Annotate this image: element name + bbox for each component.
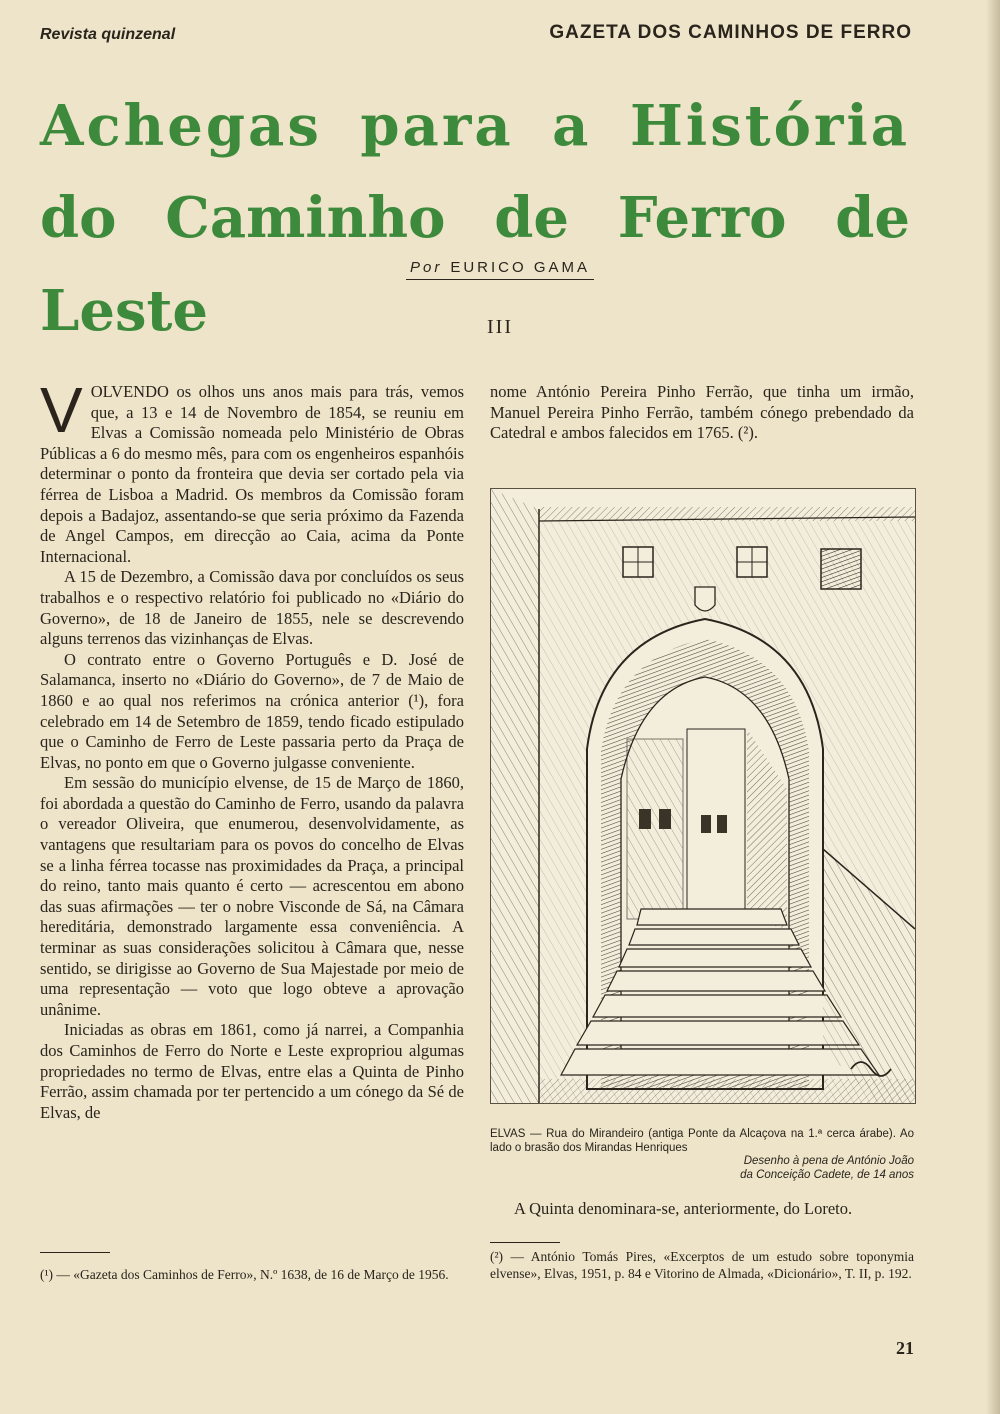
byline-author: EURICO GAMA bbox=[450, 259, 591, 276]
drop-cap: V bbox=[40, 374, 83, 446]
byline bbox=[0, 259, 1000, 280]
caption-credit-2: da Conceição Cadete, de 14 anos bbox=[740, 1168, 914, 1181]
drawing-elvas-street-arch bbox=[491, 489, 915, 1103]
illustration-caption bbox=[490, 1128, 914, 1182]
footnote-rule-left bbox=[40, 1252, 110, 1253]
page-number: 21 bbox=[896, 1338, 914, 1358]
paragraph-5: Iniciadas as obras em 1861, como já narrei, a Companhia dos Caminhos de Ferro do Norte e Leste expropriou algumas propriedades no termo de Elvas, entre elas a Quinta de Pinho Ferrão, assim chamada por ter pertencido a um cónego da Sé de Elvas, de bbox=[40, 1020, 464, 1122]
paragraph-2: A 15 de Dezembro, a Comissão dava por concluídos os seus trabalhos e o respectivo relatório foi publicado no «Diário do Governo», de 18 de Janeiro de 1855, nele se descrevendo alguns terrenos das vizinhanças de Elvas. bbox=[40, 567, 464, 649]
title-line-2: do Caminho de Ferro de Leste bbox=[40, 185, 910, 344]
caption-credit-1: Desenho à pena de António João bbox=[743, 1155, 914, 1167]
byline-prefix: Por bbox=[409, 259, 443, 276]
part-number: III bbox=[487, 316, 513, 338]
page-edge-shadow bbox=[986, 0, 1000, 1414]
footnote-rule-right bbox=[490, 1242, 560, 1243]
caption-text: ELVAS — Rua do Mirandeiro (antiga Ponte da Alcaçova na 1.ª cerca árabe). Ao lado o brasão dos Mirandas Henriques bbox=[490, 1128, 914, 1154]
right-column-lower-text bbox=[490, 1198, 914, 1219]
paragraph-6: nome António Pereira Pinho Ferrão, que tinha um irmão, Manuel Pereira Pinho Ferrão, também cónego prebendado da Catedral e ambos falecidos em 1765. (²). bbox=[490, 382, 914, 443]
paragraph-3: O contrato entre o Governo Português e D. José de Salamanca, inserto no «Diário do Governo», de 7 de Maio de 1860 e ao qual nos referimos na crónica anterior (¹), fora celebrado em 14 de Setembro de 1859, tendo ficado estipulado que o Caminho de Ferro de Leste passaria perto da Praça de Elvas, no ponto em que o Governo julgasse conveniente. bbox=[40, 649, 464, 772]
left-column bbox=[40, 374, 464, 1123]
title-line-1: Achegas para a História bbox=[40, 93, 910, 159]
footnote-2: (²) — António Tomás Pires, «Excerptos de um estudo sobre toponymia elvense», Elvas, 1951, p. 84 e Vitorino de Almada, «Dicionário», T. II, p. 192. bbox=[490, 1249, 914, 1281]
paragraph-4: Em sessão do município elvense, de 15 de Março de 1860, foi abordada a questão do Caminho de Ferro, usando da palavra o vereador Oliveira, que enumerou, desenvolvidamente, as vantagens que resultariam para os povos do concelho de Elvas se a linha férrea tocasse nas proximidades da Praça, a principal do reino, tanto mais quanto é certo — acrescentou em abono das suas afirmações — ter o nobre Visconde de Sá, na Câmara hereditária, demonstrado largamente essa conveniência. A terminar as suas considerações solicitou à Câmara que, nesse sentido, se dirigisse ao Governo de Sua Majestade por meio de uma representação — voto que logo obteve a aprovação unânime. bbox=[40, 773, 464, 1019]
pen-drawing-illustration bbox=[490, 488, 916, 1104]
paragraph-7: A Quinta denominara-se, anteriormente, do Loreto. bbox=[514, 1199, 853, 1218]
running-header-right: GAZETA DOS CAMINHOS DE FERRO bbox=[549, 22, 912, 43]
footnote-1: (¹) — «Gazeta dos Caminhos de Ferro», N.º 1638, de 16 de Março de 1956. bbox=[40, 1267, 449, 1282]
right-column-text bbox=[490, 382, 914, 444]
paragraph-1: VOLVENDO os olhos uns anos mais para trás, vemos que, a 13 e 14 de Novembro de 1854, se reuniu em Elvas a Comissão nomeada pelo Ministério de Obras Públicas a 6 do mesmo mês, para com os engenheiros espanhóis determinar o ponto da fronteira que devia ser cortado pela via férrea de Lisboa a Madrid. Os membros da Comissão foram depois a Badajoz, assentando-se que seria próximo da Fazenda de Angel Campos, em direcção ao Caia, acima da Ponte Internacional. bbox=[40, 374, 464, 566]
running-header-left: Revista quinzenal bbox=[40, 26, 176, 43]
